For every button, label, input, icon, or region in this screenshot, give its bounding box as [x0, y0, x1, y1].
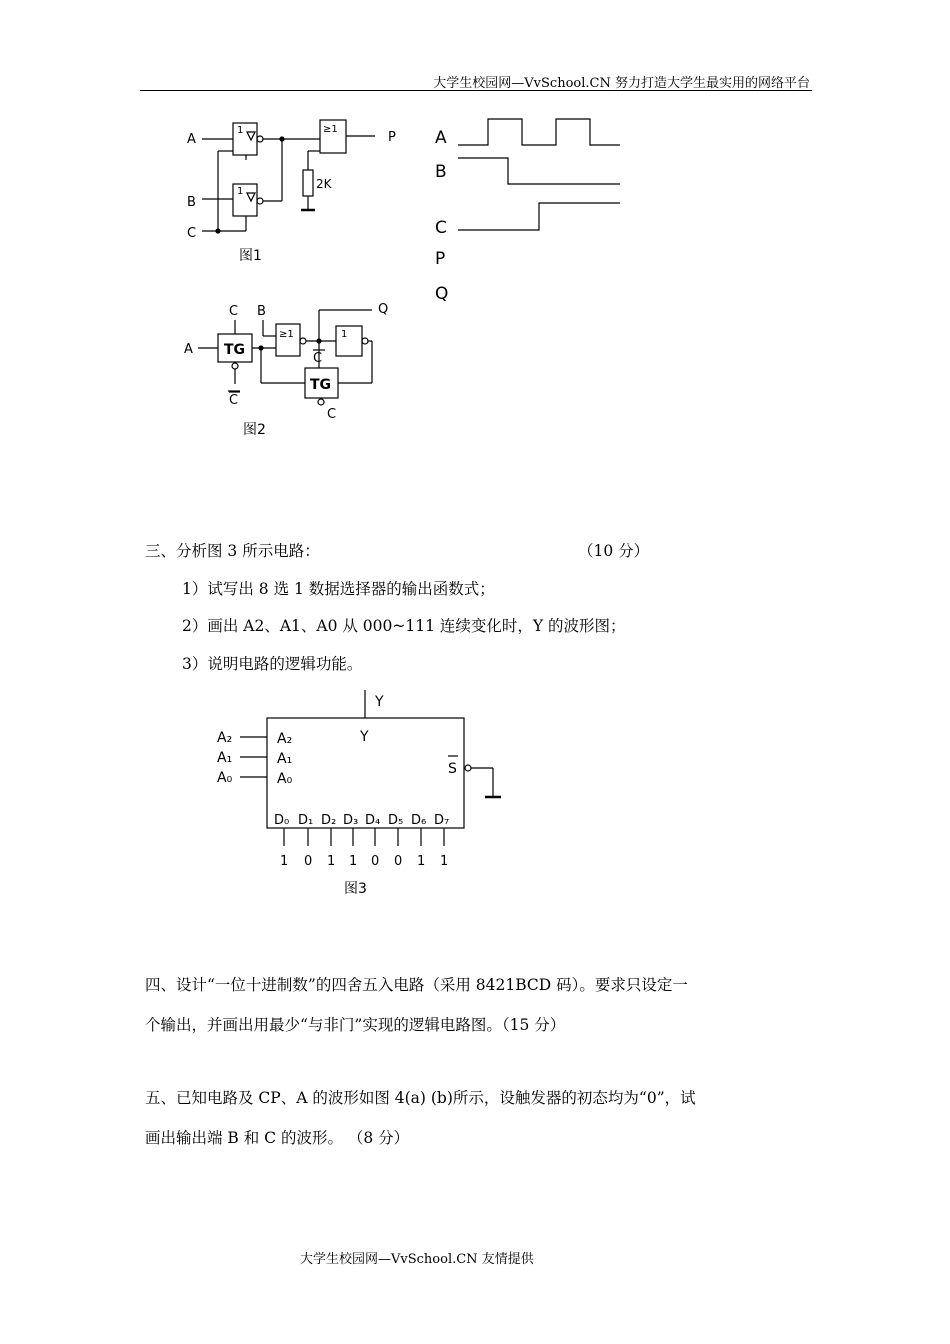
- fig2-ctrl-c-top-1: C: [229, 304, 239, 319]
- fig3-addr-inner-a2: A₂: [277, 731, 293, 747]
- page-header: [140, 70, 812, 91]
- fig3-data-value-1: 0: [304, 854, 313, 869]
- section3-item-1: 1）试写出 8 选 1 数据选择器的输出函数式；: [182, 580, 495, 598]
- svg-text:1: 1: [237, 125, 244, 136]
- fig3-addr-outer-a2: A₂: [217, 730, 233, 746]
- section3-score: （10 分）: [578, 542, 650, 560]
- fig2-input-a: A: [184, 342, 193, 357]
- fig1-caption: 图1: [239, 248, 262, 264]
- svg-text:1: 1: [237, 186, 244, 197]
- fig3-data-value-5: 0: [394, 854, 403, 869]
- fig3-addr-inner-a0: A₀: [277, 771, 293, 787]
- fig3-caption: 图3: [344, 881, 367, 897]
- fig3-data-label-0: D₀: [274, 813, 290, 828]
- fig1-output-p: P: [388, 130, 396, 145]
- fig3-data-label-3: D₃: [343, 813, 359, 828]
- fig3-data-inputs: [274, 813, 449, 869]
- fig2-output-q: Q: [378, 302, 389, 317]
- page-footer: 大学生校园网—VvSchool.CN 友情提供: [300, 1252, 534, 1267]
- fig3-addr-inner-a1: A₁: [277, 751, 293, 767]
- fig1-input-a: A: [187, 132, 196, 147]
- header-text: 大学生校园网—VvSchool.CN 努力打造大学生最实用的网络平台: [433, 76, 810, 91]
- fig3-data-label-4: D₄: [365, 813, 381, 828]
- wave-a: [458, 119, 620, 145]
- waveform-panel: [435, 119, 620, 304]
- fig1-input-b: B: [187, 195, 196, 210]
- section5-line-1: 五、已知电路及 CP、A 的波形如图 4(a) (b)所示，设触发器的初态均为“0”，试: [145, 1089, 696, 1107]
- fig3-data-value-4: 0: [371, 854, 380, 869]
- wave-label-q: Q: [435, 284, 449, 304]
- figure-3-mux-diagram: [0, 685, 950, 905]
- section3-item-2: 2）画出 A2、A1、A0 从 000~111 连续变化时，Y 的波形图；: [182, 617, 626, 635]
- fig3-enable-s: S: [448, 761, 457, 777]
- fig3-addr-outer-a1: A₁: [217, 750, 233, 766]
- fig3-data-label-6: D₆: [411, 813, 427, 828]
- fig1-input-c: C: [187, 226, 197, 241]
- section4-line-1: 四、设计“一位十进制数”的四舍五入电路（采用 8421BCD 码）。要求只设定一: [145, 976, 688, 994]
- fig2-input-b: B: [257, 304, 266, 319]
- svg-text:TG: TG: [310, 377, 332, 393]
- svg-text:≥1: ≥1: [279, 329, 294, 340]
- fig3-data-label-5: D₅: [388, 813, 404, 828]
- svg-text:TG: TG: [224, 342, 246, 358]
- svg-text:≥1: ≥1: [323, 124, 338, 135]
- fig3-data-value-7: 1: [440, 854, 449, 869]
- fig3-data-value-0: 1: [280, 854, 289, 869]
- fig1-resistor: [303, 170, 313, 196]
- svg-text:1: 1: [341, 329, 348, 340]
- wave-label-p: P: [435, 249, 446, 269]
- section4-line-2: 个输出，并画出用最少“与非门”实现的逻辑电路图。（15 分）: [145, 1016, 566, 1034]
- fig3-data-value-6: 1: [417, 854, 426, 869]
- fig2-ctrl-c-bottom-2: C: [327, 407, 337, 422]
- fig3-inner-y: Y: [360, 729, 369, 745]
- wave-label-b: B: [435, 162, 447, 182]
- section3-item-3: 3）说明电路的逻辑功能。: [182, 655, 363, 673]
- fig3-data-value-3: 1: [349, 854, 358, 869]
- fig3-data-value-2: 1: [327, 854, 336, 869]
- figure1-circuit: [187, 120, 396, 264]
- wave-b: [458, 158, 620, 184]
- fig3-data-label-7: D₇: [434, 813, 450, 828]
- section3-title: 三、分析图 3 所示电路：: [145, 542, 320, 560]
- figure2-circuit: [184, 302, 388, 438]
- svg-text:2K: 2K: [316, 177, 332, 191]
- fig3-addr-outer-a0: A₀: [217, 770, 233, 786]
- fig3-data-label-1: D₁: [298, 813, 314, 828]
- wave-label-a: A: [435, 128, 447, 148]
- section5-line-2: 画出输出端 B 和 C 的波形。 （8 分）: [145, 1129, 410, 1147]
- fig3-data-label-2: D₂: [321, 813, 337, 828]
- fig2-caption: 图2: [243, 422, 266, 438]
- fig2-ctrl-cbar-2: C: [313, 351, 323, 366]
- fig3-out-y: Y: [375, 694, 384, 710]
- fig2-not-gate: [336, 326, 362, 356]
- wave-label-c: C: [435, 218, 447, 238]
- wave-c: [458, 203, 620, 230]
- figure-1-2-diagram: [0, 100, 950, 560]
- fig2-ctrl-cbar-1: C: [229, 393, 239, 408]
